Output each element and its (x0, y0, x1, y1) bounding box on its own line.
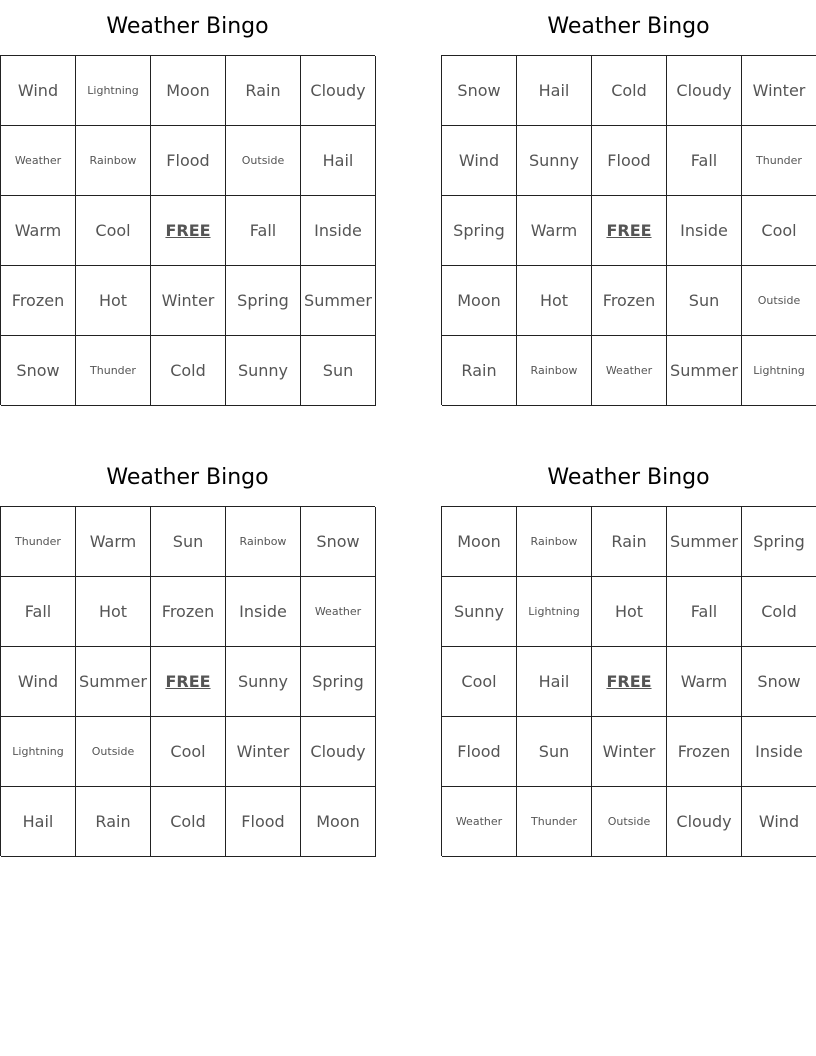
bingo-cell: Rainbow (226, 507, 301, 577)
bingo-cell: Frozen (151, 577, 226, 647)
bingo-cell: Cloudy (301, 717, 376, 787)
bingo-cell: Cloudy (667, 56, 742, 126)
bingo-cell: Warm (517, 196, 592, 266)
bingo-cell: Moon (442, 266, 517, 336)
bingo-cell: Hail (1, 787, 76, 857)
bingo-cell: Wind (1, 647, 76, 717)
bingo-cell: Outside (76, 717, 151, 787)
bingo-cell: Summer (301, 266, 376, 336)
bingo-cell: Fall (226, 196, 301, 266)
bingo-cell: Summer (667, 336, 742, 406)
bingo-cell: Hot (76, 266, 151, 336)
bingo-cell: Flood (592, 126, 667, 196)
bingo-cell: Snow (742, 647, 816, 717)
bingo-cell: Outside (226, 126, 301, 196)
bingo-cell: Flood (226, 787, 301, 857)
bingo-cell: Snow (442, 56, 517, 126)
bingo-cell: Cool (151, 717, 226, 787)
bingo-cell: Warm (76, 507, 151, 577)
bingo-cell: Sunny (226, 647, 301, 717)
bingo-cell: Thunder (517, 787, 592, 857)
bingo-cell: Summer (76, 647, 151, 717)
bingo-cell: Winter (592, 717, 667, 787)
bingo-cell: Cold (151, 787, 226, 857)
bingo-cell: Rainbow (76, 126, 151, 196)
free-space-cell: FREE (151, 196, 226, 266)
bingo-cell: Lightning (76, 56, 151, 126)
bingo-cell: Frozen (592, 266, 667, 336)
bingo-cell: Weather (301, 577, 376, 647)
bingo-cell: Spring (226, 266, 301, 336)
bingo-cell: Lightning (742, 336, 816, 406)
bingo-cell: Cold (592, 56, 667, 126)
card-title-text: Weather Bingo (547, 14, 710, 39)
free-space-cell: FREE (592, 196, 667, 266)
card-title-text: Weather Bingo (106, 465, 269, 490)
bingo-cell: Hail (301, 126, 376, 196)
card-title (441, 451, 816, 506)
bingo-cell: Warm (667, 647, 742, 717)
bingo-cell: Wind (742, 787, 816, 857)
bingo-cell: Wind (1, 56, 76, 126)
free-space-cell: FREE (151, 647, 226, 717)
bingo-cell: Sunny (226, 336, 301, 406)
bingo-cell: Thunder (742, 126, 816, 196)
bingo-cell: Winter (742, 56, 816, 126)
bingo-cell: Rain (76, 787, 151, 857)
bingo-cell: Inside (226, 577, 301, 647)
bingo-cell: Sunny (442, 577, 517, 647)
bingo-cell: Lightning (517, 577, 592, 647)
bingo-cell: Weather (592, 336, 667, 406)
card-title (0, 451, 375, 506)
bingo-grid (441, 55, 816, 405)
bingo-cell: Spring (742, 507, 816, 577)
bingo-grid (441, 506, 816, 856)
bingo-cell: Cloudy (301, 56, 376, 126)
bingo-cell: Hot (517, 266, 592, 336)
bingo-cell: Wind (442, 126, 517, 196)
bingo-cell: Sun (517, 717, 592, 787)
bingo-cell: Cloudy (667, 787, 742, 857)
bingo-card-1 (0, 0, 375, 405)
bingo-cell: Outside (742, 266, 816, 336)
card-title-text: Weather Bingo (106, 14, 269, 39)
bingo-card-3 (0, 451, 375, 856)
bingo-card-4 (441, 451, 816, 856)
bingo-cell: Moon (301, 787, 376, 857)
bingo-cell: Summer (667, 507, 742, 577)
bingo-cell: Moon (442, 507, 517, 577)
bingo-cell: Hot (76, 577, 151, 647)
bingo-cell: Winter (226, 717, 301, 787)
bingo-cell: Sun (151, 507, 226, 577)
free-space-cell: FREE (592, 647, 667, 717)
card-title (0, 0, 375, 55)
bingo-cell: Sun (667, 266, 742, 336)
bingo-cell: Cool (742, 196, 816, 266)
bingo-cell: Inside (667, 196, 742, 266)
bingo-cell: Outside (592, 787, 667, 857)
bingo-cell: Fall (667, 577, 742, 647)
card-title-text: Weather Bingo (547, 465, 710, 490)
bingo-cell: Winter (151, 266, 226, 336)
bingo-cell: Hail (517, 647, 592, 717)
bingo-cell: Rain (442, 336, 517, 406)
bingo-card-2 (441, 0, 816, 405)
bingo-cell: Snow (1, 336, 76, 406)
bingo-cell: Inside (301, 196, 376, 266)
bingo-cell: Fall (1, 577, 76, 647)
bingo-cell: Flood (151, 126, 226, 196)
bingo-cell: Lightning (1, 717, 76, 787)
bingo-cell: Rainbow (517, 507, 592, 577)
bingo-cell: Inside (742, 717, 816, 787)
bingo-grid (0, 506, 375, 856)
bingo-cell: Rain (226, 56, 301, 126)
bingo-cell: Rain (592, 507, 667, 577)
bingo-cell: Cool (442, 647, 517, 717)
bingo-cell: Sunny (517, 126, 592, 196)
bingo-cell: Weather (1, 126, 76, 196)
bingo-cell: Cold (742, 577, 816, 647)
bingo-cell: Thunder (76, 336, 151, 406)
bingo-cell: Spring (442, 196, 517, 266)
bingo-cell: Hail (517, 56, 592, 126)
bingo-cell: Sun (301, 336, 376, 406)
bingo-cell: Thunder (1, 507, 76, 577)
bingo-cell: Rainbow (517, 336, 592, 406)
bingo-cell: Warm (1, 196, 76, 266)
bingo-cell: Spring (301, 647, 376, 717)
bingo-cell: Cool (76, 196, 151, 266)
bingo-cell: Weather (442, 787, 517, 857)
bingo-cell: Snow (301, 507, 376, 577)
bingo-grid (0, 55, 375, 405)
card-title (441, 0, 816, 55)
bingo-cell: Frozen (667, 717, 742, 787)
bingo-cell: Hot (592, 577, 667, 647)
bingo-cell: Flood (442, 717, 517, 787)
bingo-cell: Cold (151, 336, 226, 406)
bingo-cell: Moon (151, 56, 226, 126)
bingo-cell: Frozen (1, 266, 76, 336)
bingo-cell: Fall (667, 126, 742, 196)
